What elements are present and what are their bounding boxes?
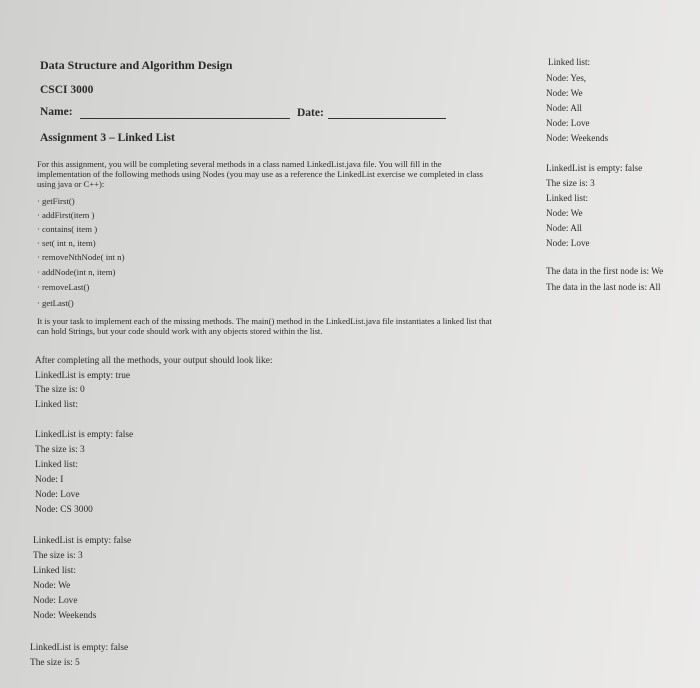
output-line: LinkedList is empty: false bbox=[35, 430, 134, 440]
assignment-heading: Assignment 3 – Linked List bbox=[40, 132, 175, 144]
output-line: LinkedList is empty: false bbox=[546, 163, 643, 173]
output-line: Node: We bbox=[546, 88, 583, 98]
method-item: · removeLast() bbox=[37, 282, 89, 292]
output-line: The size is: 0 bbox=[35, 385, 85, 395]
task-paragraph: It is your task to implement each of the missing methods. The main() method in the LinkedList.java file instantiates a linked list that can hold Strings, but your code should work with any objects stored within the list. bbox=[37, 316, 492, 336]
name-blank-line bbox=[80, 118, 290, 119]
output-line: Node: Love bbox=[33, 596, 78, 606]
output-line: Node: Love bbox=[546, 238, 590, 248]
output-line: Node: Love bbox=[35, 490, 80, 500]
output-line: The size is: 3 bbox=[546, 178, 595, 188]
after-text: After completing all the methods, your output should look like: bbox=[35, 356, 273, 366]
output-line: Node: All bbox=[546, 103, 582, 113]
output-line: Node: We bbox=[546, 208, 583, 218]
method-item: · addNode(int n, item) bbox=[37, 267, 115, 277]
method-item: · getLast() bbox=[37, 298, 74, 308]
output-line: The data in the last node is: All bbox=[546, 282, 661, 292]
method-item: · set( int n, item) bbox=[37, 238, 96, 248]
output-line: Node: Weekends bbox=[33, 611, 97, 621]
output-line: LinkedList is empty: true bbox=[35, 371, 131, 381]
method-item: · removeNthNode( int n) bbox=[37, 252, 125, 262]
method-item: · contains( item ) bbox=[37, 224, 97, 234]
output-line: Node: I bbox=[35, 475, 64, 485]
output-line: Node: Yes, bbox=[546, 73, 587, 83]
output-line: The size is: 5 bbox=[30, 658, 80, 668]
output-line: Node: All bbox=[546, 223, 582, 233]
output-line: Linked list: bbox=[546, 193, 589, 203]
output-line: Node: Love bbox=[546, 118, 590, 128]
output-line: Linked list: bbox=[35, 400, 78, 410]
output-line: The data in the first node is: We bbox=[546, 266, 664, 276]
method-item: · addFirst(item ) bbox=[37, 210, 94, 220]
method-item: · getFirst() bbox=[37, 196, 75, 206]
intro-paragraph: For this assignment, you will be completing several methods in a class named LinkedList.java file. You will fill in the implementation of the following methods using Nodes (you may use as a reference the LinkedList exercise we completed in class using java or C++): bbox=[37, 159, 484, 189]
output-line: Linked list: bbox=[35, 460, 78, 470]
output-line: The size is: 3 bbox=[33, 551, 83, 561]
date-blank-line bbox=[328, 118, 446, 119]
output-line: The size is: 3 bbox=[35, 445, 85, 455]
output-line: LinkedList is empty: false bbox=[33, 536, 132, 546]
output-line: Linked list: bbox=[33, 566, 76, 576]
output-line: Node: We bbox=[33, 581, 71, 591]
output-line: Node: Weekends bbox=[546, 133, 609, 143]
document-title: Data Structure and Algorithm Design bbox=[40, 58, 233, 72]
name-label: Name: bbox=[40, 106, 73, 118]
output-line: Linked list: bbox=[548, 57, 591, 67]
date-label: Date: bbox=[297, 107, 324, 119]
course-code: CSCI 3000 bbox=[40, 84, 94, 96]
output-line: Node: CS 3000 bbox=[35, 505, 93, 515]
output-line: LinkedList is empty: false bbox=[30, 643, 129, 653]
